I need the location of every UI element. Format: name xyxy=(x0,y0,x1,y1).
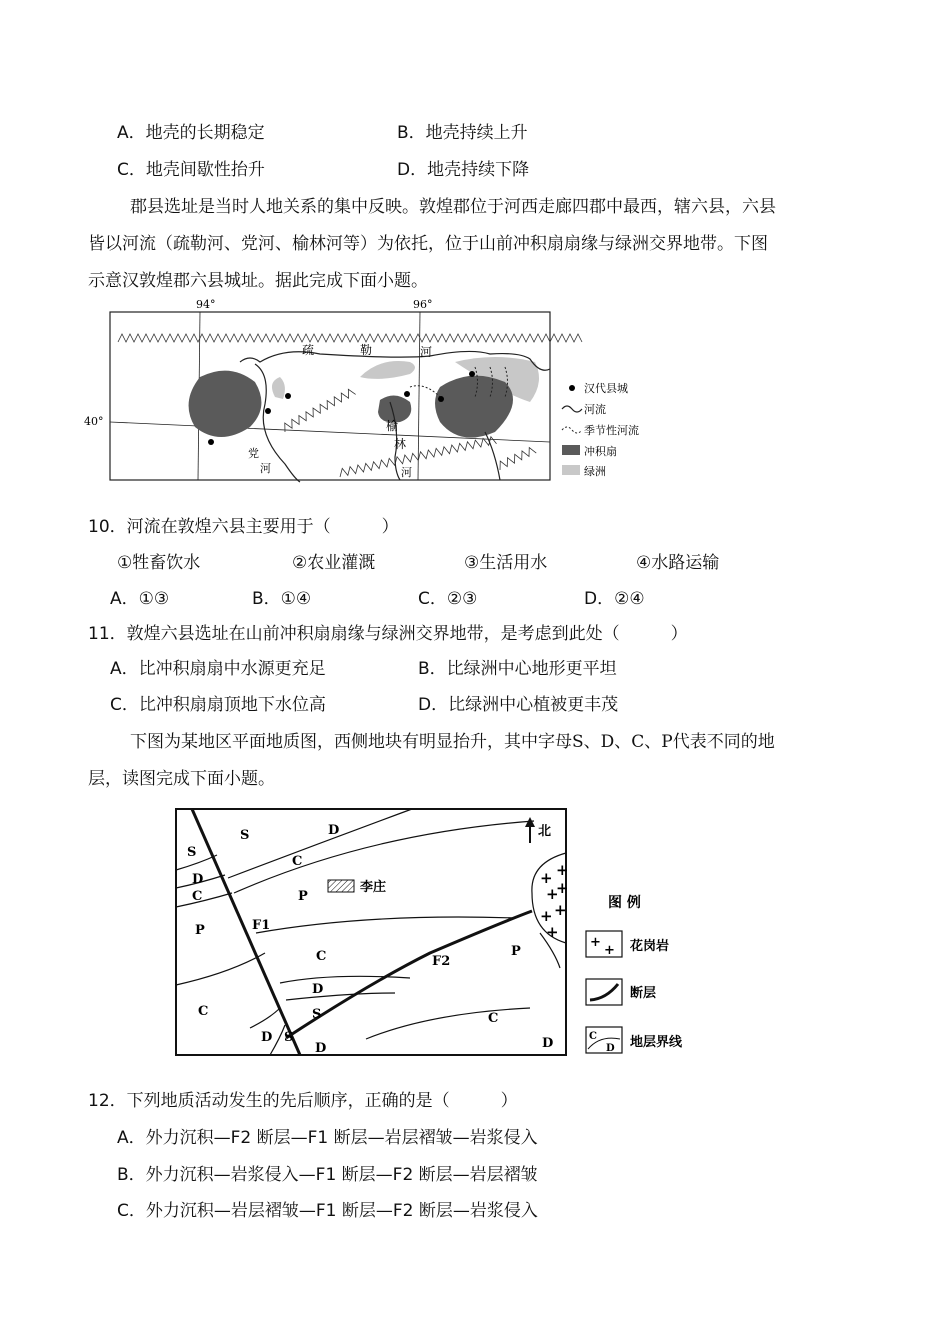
alluvial-fan-3 xyxy=(435,376,513,438)
q12-option-b: B．外力沉积—岩浆侵入—F1 断层—F2 断层—岩层褶皱 xyxy=(117,1165,538,1185)
legend-oasis-symbol xyxy=(562,465,580,475)
q9-option-c: C．地壳间歇性抬升 xyxy=(117,160,265,180)
county-town xyxy=(469,371,475,377)
svg-text:P: P xyxy=(195,923,205,938)
q9-option-d: D．地壳持续下降 xyxy=(397,160,530,180)
q10-item-3: ③生活用水 xyxy=(464,553,548,573)
svg-text:+: + xyxy=(554,901,567,919)
river-label: 河 xyxy=(401,466,412,479)
stratum-boundary xyxy=(176,855,217,870)
seasonal-river-1 xyxy=(410,386,440,397)
geologic-map xyxy=(170,803,730,1063)
legend-county: 汉代县城 xyxy=(584,382,628,395)
svg-text:+: + xyxy=(546,923,559,941)
svg-text:S: S xyxy=(187,845,197,860)
svg-text:C: C xyxy=(198,1004,209,1019)
svg-text:+: + xyxy=(546,885,559,903)
svg-text:D: D xyxy=(606,1043,615,1054)
stratum-boundary xyxy=(286,993,395,1000)
river-label: 党 xyxy=(248,447,259,460)
q11-option-c: C．比冲积扇扇顶地下水位高 xyxy=(110,695,326,715)
legend-river: 河流 xyxy=(584,403,606,416)
svg-text:D: D xyxy=(312,982,324,997)
svg-text:D: D xyxy=(192,872,204,887)
stratum-boundary xyxy=(176,893,232,907)
legend-fault: 断层 xyxy=(630,986,657,1001)
village-symbol xyxy=(328,880,354,892)
q10-item-2: ②农业灌溉 xyxy=(292,553,376,573)
alluvial-fan-1 xyxy=(189,371,262,437)
passage1-line1: 郡县选址是当时人地关系的集中反映。敦煌郡位于河西走廊四郡中最西，辖六县，六县 xyxy=(130,197,776,217)
q10-stem: 10．河流在敦煌六县主要用于（ ） xyxy=(88,517,399,537)
svg-text:C: C xyxy=(316,949,327,964)
q10-option-b: B．①④ xyxy=(252,589,312,609)
q11-option-d: D．比绿洲中心植被更丰茂 xyxy=(418,695,619,715)
stratum-boundary xyxy=(250,1008,280,1028)
stratum-boundary xyxy=(280,976,410,983)
svg-text:P: P xyxy=(511,944,521,959)
river-label: 林 xyxy=(394,437,407,451)
mountain-range-south xyxy=(338,436,496,477)
fault-f2-label: F2 xyxy=(432,954,451,969)
village-label: 李庄 xyxy=(360,880,387,895)
stratum-labels xyxy=(187,823,553,1056)
stratum-boundary xyxy=(256,917,515,933)
q9-option-a: A．地壳的长期稳定 xyxy=(117,123,265,143)
legend-county-symbol xyxy=(569,385,575,391)
q10-option-a: A．①③ xyxy=(110,589,170,609)
dunhuang-map xyxy=(80,292,680,492)
legend-fan-symbol xyxy=(562,445,580,455)
passage2-line1: 下图为某地区平面地质图，西侧地块有明显抬升，其中字母S、D、C、P代表不同的地 xyxy=(130,732,775,752)
river-label: 榆 xyxy=(386,419,399,433)
svg-text:+: + xyxy=(540,907,553,925)
q12-option-c: C．外力沉积—岩层褶皱—F1 断层—F2 断层—岩浆侵入 xyxy=(117,1201,538,1221)
legend-seasonal-symbol xyxy=(562,427,582,433)
passage1-line2: 皆以河流（疏勒河、党河、榆林河等）为依托，位于山前冲积扇扇缘与绿洲交界地带。下图 xyxy=(88,234,768,254)
q11-option-a: A．比冲积扇扇中水源更充足 xyxy=(110,659,326,679)
county-town xyxy=(438,396,444,402)
svg-text:+: + xyxy=(556,861,569,879)
svg-text:+: + xyxy=(604,943,615,958)
lat-40-label: 40° xyxy=(84,415,104,428)
svg-text:+: + xyxy=(590,935,601,950)
mountain-range-middle xyxy=(281,387,355,432)
passage1-line3: 示意汉敦煌郡六县城址。据此完成下面小题。 xyxy=(88,271,428,291)
svg-text:D: D xyxy=(315,1041,327,1056)
river-label: 疏 xyxy=(302,343,315,357)
lon-96-label: 96° xyxy=(413,298,433,311)
legend-granite: 花岗岩 xyxy=(630,939,670,954)
stratum-boundary xyxy=(176,953,265,985)
oasis-west xyxy=(272,377,285,399)
stratum-boundary xyxy=(366,1008,530,1039)
north-label: 北 xyxy=(538,824,552,839)
oasis-north xyxy=(360,361,415,379)
svg-text:D: D xyxy=(542,1036,554,1051)
svg-text:C: C xyxy=(589,1031,597,1042)
county-town xyxy=(404,391,410,397)
svg-text:P: P xyxy=(298,889,308,904)
mountain-range-southeast xyxy=(497,446,537,470)
q10-item-1: ①牲畜饮水 xyxy=(117,553,201,573)
county-town xyxy=(285,393,291,399)
legend-boundary: 地层界线 xyxy=(630,1035,683,1050)
county-town xyxy=(208,439,214,445)
svg-text:+: + xyxy=(540,869,553,887)
river-label: 河 xyxy=(260,462,271,475)
river-label: 河 xyxy=(420,345,433,359)
legend-river-symbol xyxy=(562,406,582,412)
q11-option-b: B．比绿洲中心地形更平坦 xyxy=(418,659,617,679)
svg-text:C: C xyxy=(192,889,203,904)
legend-oasis: 绿洲 xyxy=(584,465,606,478)
river-label: 勒 xyxy=(360,343,373,357)
svg-text:D: D xyxy=(328,823,340,838)
passage2-line2: 层，读图完成下面小题。 xyxy=(88,769,275,789)
mountain-range-north xyxy=(118,334,582,342)
legend-seasonal: 季节性河流 xyxy=(584,424,639,437)
svg-text:C: C xyxy=(488,1011,499,1026)
q10-option-d: D．②④ xyxy=(584,589,645,609)
svg-text:S: S xyxy=(240,828,250,843)
q11-stem: 11．敦煌六县选址在山前冲积扇扇缘与绿洲交界地带，是考虑到此处（ ） xyxy=(88,624,688,644)
q12-stem: 12．下列地质活动发生的先后顺序，正确的是（ ） xyxy=(88,1091,518,1111)
svg-text:D: D xyxy=(261,1030,273,1045)
svg-text:S: S xyxy=(284,1030,294,1045)
q9-option-b: B．地壳持续上升 xyxy=(397,123,528,143)
granite-symbols xyxy=(540,861,569,941)
legend-title: 图 例 xyxy=(608,895,641,911)
fault-f1-label: F1 xyxy=(252,918,271,933)
svg-text:+: + xyxy=(556,879,569,897)
svg-text:S: S xyxy=(312,1007,322,1022)
legend-fan: 冲积扇 xyxy=(584,445,617,458)
q12-option-a: A．外力沉积—F2 断层—F1 断层—岩层褶皱—岩浆侵入 xyxy=(117,1128,538,1148)
lon-94-label: 94° xyxy=(196,298,216,311)
q10-option-c: C．②③ xyxy=(418,589,478,609)
svg-text:C: C xyxy=(292,854,303,869)
q10-item-4: ④水路运输 xyxy=(636,553,720,573)
county-town xyxy=(265,408,271,414)
